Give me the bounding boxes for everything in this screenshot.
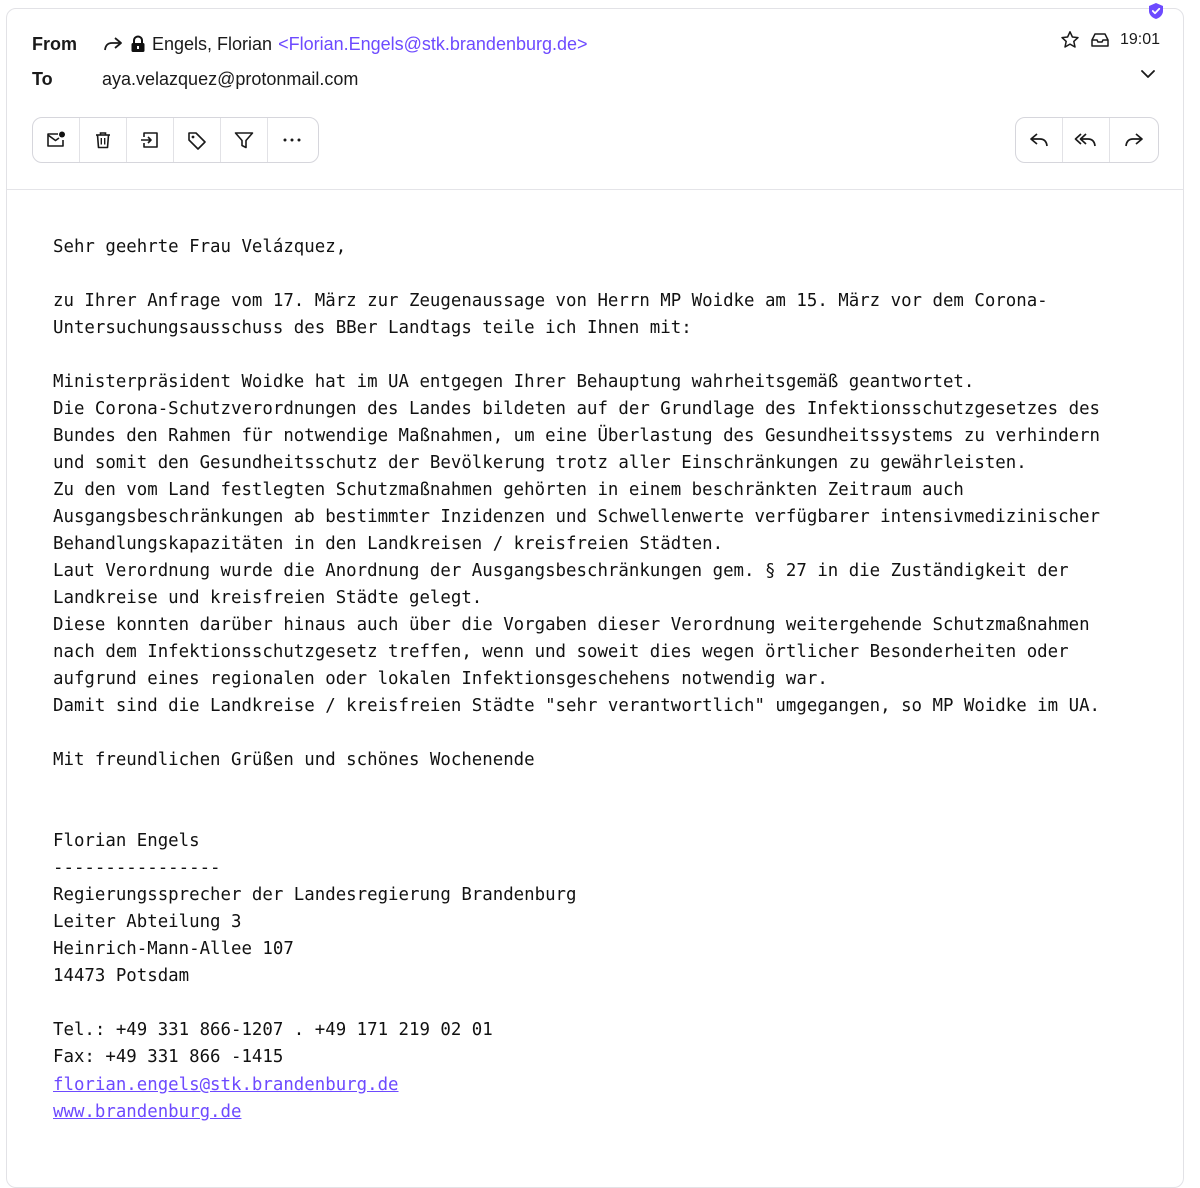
reply-button[interactable] (1016, 118, 1063, 162)
inbox-icon (1090, 31, 1110, 49)
lock-icon (130, 35, 146, 53)
reply-icon (1028, 130, 1050, 150)
reply-all-button[interactable] (1063, 118, 1110, 162)
message-actions-toolbar (32, 117, 319, 163)
mark-unread-button[interactable] (33, 118, 80, 162)
verified-shield-icon (1147, 2, 1165, 20)
message-body: Sehr geehrte Frau Velázquez, zu Ihrer Anfrage vom 17. März zur Zeugenaussage von Herrn MP Woidke am 15. März vor dem Corona- Untersuchungsausschuss des BBer Landtags teile ich Ihnen mit: Ministerpräsident Woidke hat im UA entgegen Ihrer Behauptung wahrheitsgemäß geantwortet. Die Corona-Schutzverordnungen des Landes bildeten auf der Grundlage des Infektionsschutzgesetzes des Bundes den Rahmen für notwendige Maßnahmen, um eine Überlastung des Gesundheitssystems zu verhindern und somit den Gesundheitsschutz der Bevölkerung trotz aller Einschränkungen zu gewährleisten. Zu den vom Land festlegten Schutzmaßnahmen gehörten in einem beschränkten Zeitraum auch Ausgangsbeschränkungen ab bestimmter Inzidenzen und Schwellenwerte verfügbarer intensivmedizinischer Behandlungskapazitäten in den Landkreisen / kreisfreien Städten. Laut Verordnung wurde die Anordnung der Ausgangsbeschränkungen gem. § 27 in die Zuständigkeit der Landkreise und kreisfreien Städte gelegt. Diese konnten darüber hinaus auch über die Vorgaben dieser Verordnung weitergehende Schutzmaßnahmen nach dem Infektionsschutzgesetz treffen, wenn und soweit dies wegen örtlicher Besonderheiten oder aufgrund eines regionalen oder lokalen Infektionsgeschehens notwendig war. Damit sind die Landkreise / kreisfreien Städte "sehr verantwortlich" umgegangen, so MP Woidke im UA. Mit freundlichen Grüßen und schönes Wochenende Florian Engels ---------------- Regierungssprecher der Landesregierung Brandenburg Leiter Abteilung 3 Heinrich-Mann-Allee 107 14473 Potsdam Tel.: +49 331 866-1207 . +49 171 219 02 01 Fax: +49 331 866 -1415 (53, 237, 1101, 1067)
trash-icon (93, 130, 113, 150)
sender[interactable] (102, 34, 588, 55)
move-to-folder-button[interactable] (127, 118, 174, 162)
forward-icon (1123, 130, 1145, 150)
message-time: 19:01 (1119, 31, 1160, 48)
forwarded-icon (102, 34, 124, 54)
message-meta (1060, 30, 1160, 50)
signature-links (53, 1072, 399, 1126)
filter-icon (233, 130, 255, 150)
label-icon (186, 130, 208, 150)
to-row (32, 65, 358, 93)
reply-all-icon (1074, 130, 1098, 150)
label-button[interactable] (174, 118, 221, 162)
trash-button[interactable] (80, 118, 127, 162)
star-icon[interactable] (1060, 30, 1080, 50)
from-row (32, 30, 588, 58)
more-icon (281, 130, 303, 150)
forward-button[interactable] (1110, 118, 1157, 162)
recipient[interactable]: aya.velazquez@protonmail.com (102, 68, 359, 89)
signature-web-link[interactable]: www.brandenburg.de (53, 1102, 242, 1122)
to-label: To (32, 68, 53, 89)
more-actions-button[interactable] (268, 118, 315, 162)
filter-button[interactable] (221, 118, 268, 162)
move-to-icon (139, 130, 161, 150)
signature-email-link[interactable]: florian.engels@stk.brandenburg.de (53, 1075, 399, 1095)
from-label: From (32, 33, 77, 54)
sender-email[interactable]: <Florian.Engels@stk.brandenburg.de> (278, 33, 588, 54)
mark-unread-icon (45, 130, 67, 150)
reply-actions-toolbar (1015, 117, 1159, 163)
sender-name: Engels, Florian (152, 33, 273, 54)
chevron-down-icon[interactable] (1140, 68, 1156, 80)
header-divider (7, 189, 1183, 190)
